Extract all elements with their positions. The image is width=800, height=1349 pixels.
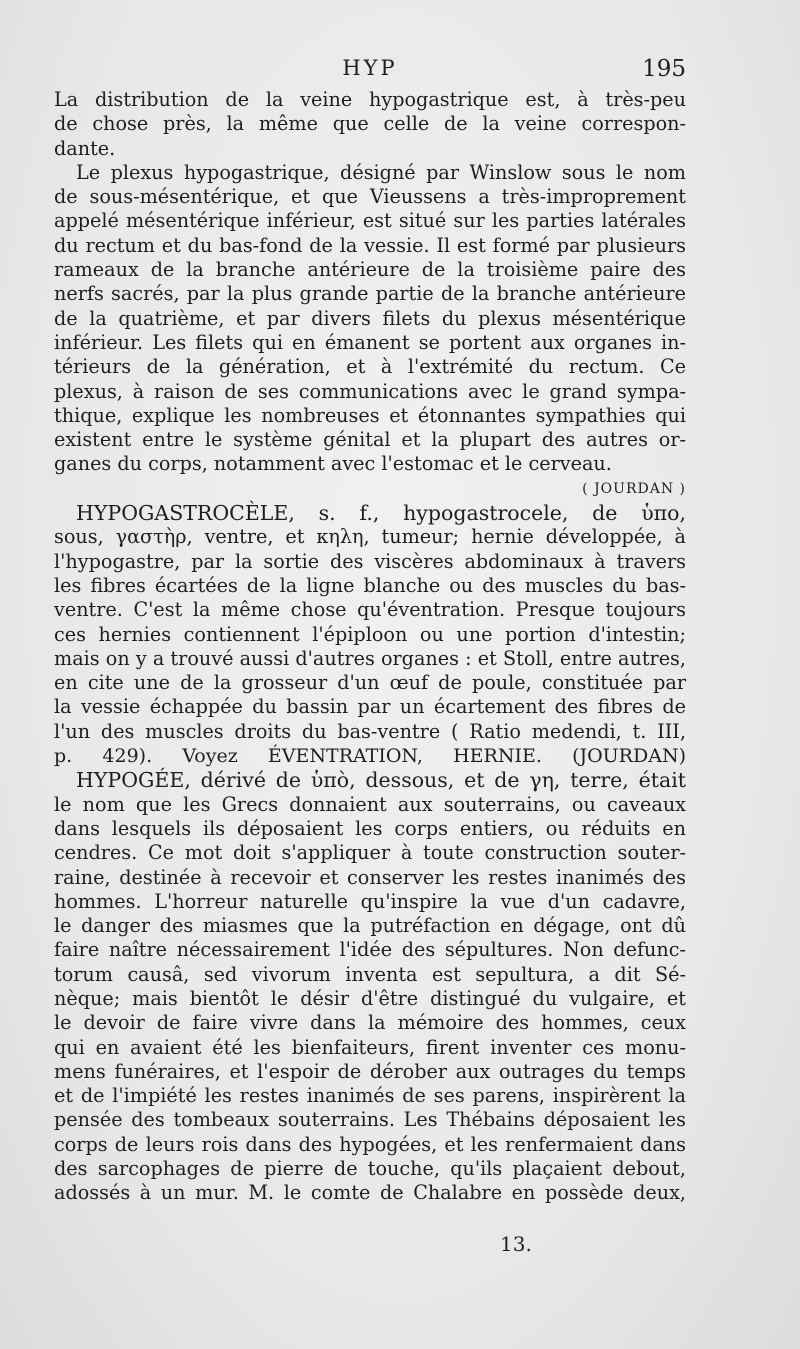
- text-line: dans lesquels ils déposaient les corps entiers, ou réduits en: [54, 816, 686, 840]
- text-line: existent entre le système génital et la plupart des autres or-: [54, 428, 686, 452]
- text-line: La distribution de la veine hypogastrique est, à très-peu: [54, 88, 686, 111]
- text-line: la vessie échappée du bassin par un écartement des fibres de: [54, 695, 686, 719]
- text-line: nerfs sacrés, par la plus grande partie de la branche antérieure: [54, 282, 686, 306]
- text-line: plexus, à raison de ses communications avec le grand sympa-: [54, 379, 686, 403]
- text-line: les fibres écartées de la ligne blanche ou des muscles du bas-: [54, 573, 686, 597]
- text-line: cendres. Ce mot doit s'appliquer à toute construction souter-: [54, 841, 686, 865]
- text-line: appelé mésentérique inférieur, est situé sur les parties latérales: [54, 209, 686, 233]
- page-number: 195: [642, 56, 686, 82]
- text-line: de chose près, la même que celle de la veine correspon-: [54, 112, 686, 136]
- text-line: ces hernies contiennent l'épiploon ou une portion d'intestin;: [54, 622, 686, 646]
- text-line: des sarcophages de pierre de touche, qu'ils plaçaient debout,: [54, 1157, 686, 1181]
- signature-mark: 13.: [500, 1232, 532, 1256]
- running-head-title: HYP: [342, 56, 398, 80]
- text-line: en cite une de la grosseur d'un œuf de poule, constituée par: [54, 671, 686, 695]
- text-line: inférieur. Les filets qui en émanent se portent aux organes in-: [54, 330, 686, 354]
- body-text: [54, 88, 686, 1206]
- text-line: adossés à un mur. M. le comte de Chalabre en possède deux,: [54, 1181, 686, 1205]
- text-line: rameaux de la branche antérieure de la troisième paire des: [54, 258, 686, 282]
- text-line: ventre. C'est la même chose qu'éventration. Presque toujours: [54, 598, 686, 622]
- text-line: dante.: [54, 136, 116, 160]
- text-line: corps de leurs rois dans des hypogées, et les renfermaient dans: [54, 1132, 686, 1156]
- text-line: qui en avaient été les bienfaiteurs, firent inventer ces monu-: [54, 1035, 686, 1059]
- text-line: hommes. L'horreur naturelle qu'inspire la vue d'un cadavre,: [54, 889, 686, 913]
- text-line: le devoir de faire vivre dans la mémoire des hommes, ceux: [54, 1011, 686, 1035]
- text-line: raine, destinée à recevoir et conserver les restes inanimés des: [54, 865, 686, 889]
- text-line: l'un des muscles droits du bas-ventre ( Ratio medendi, t. III,: [54, 719, 686, 743]
- text-line: sous, γαστὴρ, ventre, et κηλη, tumeur; hernie développée, à: [54, 525, 686, 549]
- text-line: le nom que les Grecs donnaient aux souterrains, ou caveaux: [54, 792, 686, 816]
- text-line: thique, explique les nombreuses et étonnantes sympathies qui: [54, 403, 686, 427]
- text-line: térieurs de la génération, et à l'extrémité du rectum. Ce: [54, 355, 686, 379]
- text-line: l'hypogastre, par la sortie des viscères abdominaux à travers: [54, 549, 686, 573]
- text-line: Le plexus hypogastrique, désigné par Winslow sous le nom: [76, 160, 686, 184]
- running-header: [54, 56, 686, 86]
- text-line: et de l'impiété les restes inanimés de ses parens, inspirèrent la: [54, 1084, 686, 1108]
- text-line: de sous-mésentérique, et que Vieussens a très-improprement: [54, 185, 686, 209]
- text-line: pensée des tombeaux souterrains. Les Thébains déposaient les: [54, 1108, 686, 1132]
- text-line: mens funéraires, et l'espoir de dérober aux outrages du temps: [54, 1059, 686, 1083]
- text-line: le danger des miasmes que la putréfaction en dégage, ont dû: [54, 914, 686, 938]
- text-line: faire naître nécessairement l'idée des sépultures. Non defunc-: [54, 938, 686, 962]
- text-line: mais on y a trouvé aussi d'autres organes : et Stoll, entre autres,: [54, 646, 686, 670]
- entry-heading-line: HYPOGASTROCÈLE, s. f., hypogastrocele, de ὑπο,: [76, 501, 686, 526]
- text-line: de la quatrième, et par divers filets du plexus mésentérique: [54, 306, 686, 330]
- text-line: torum causâ, sed vivorum inventa est sepultura, a dit Sé-: [54, 962, 686, 986]
- text-line: du rectum et du bas-fond de la vessie. Il est formé par plusieurs: [54, 233, 686, 257]
- text-line: ganes du corps, notamment avec l'estomac et le cerveau.: [54, 452, 612, 476]
- text-line: nèque; mais bientôt le désir d'être distingué du vulgaire, et: [54, 986, 686, 1010]
- entry-heading-line: HYPOGÉE, dérivé de ὑπὸ, dessous, et de γη, terre, était: [76, 768, 686, 793]
- cross-reference-line: p. 429). Voyez ÉVENTRATION, HERNIE. (JOURDAN): [54, 745, 686, 768]
- author-signature: ( JOURDAN ): [582, 480, 686, 497]
